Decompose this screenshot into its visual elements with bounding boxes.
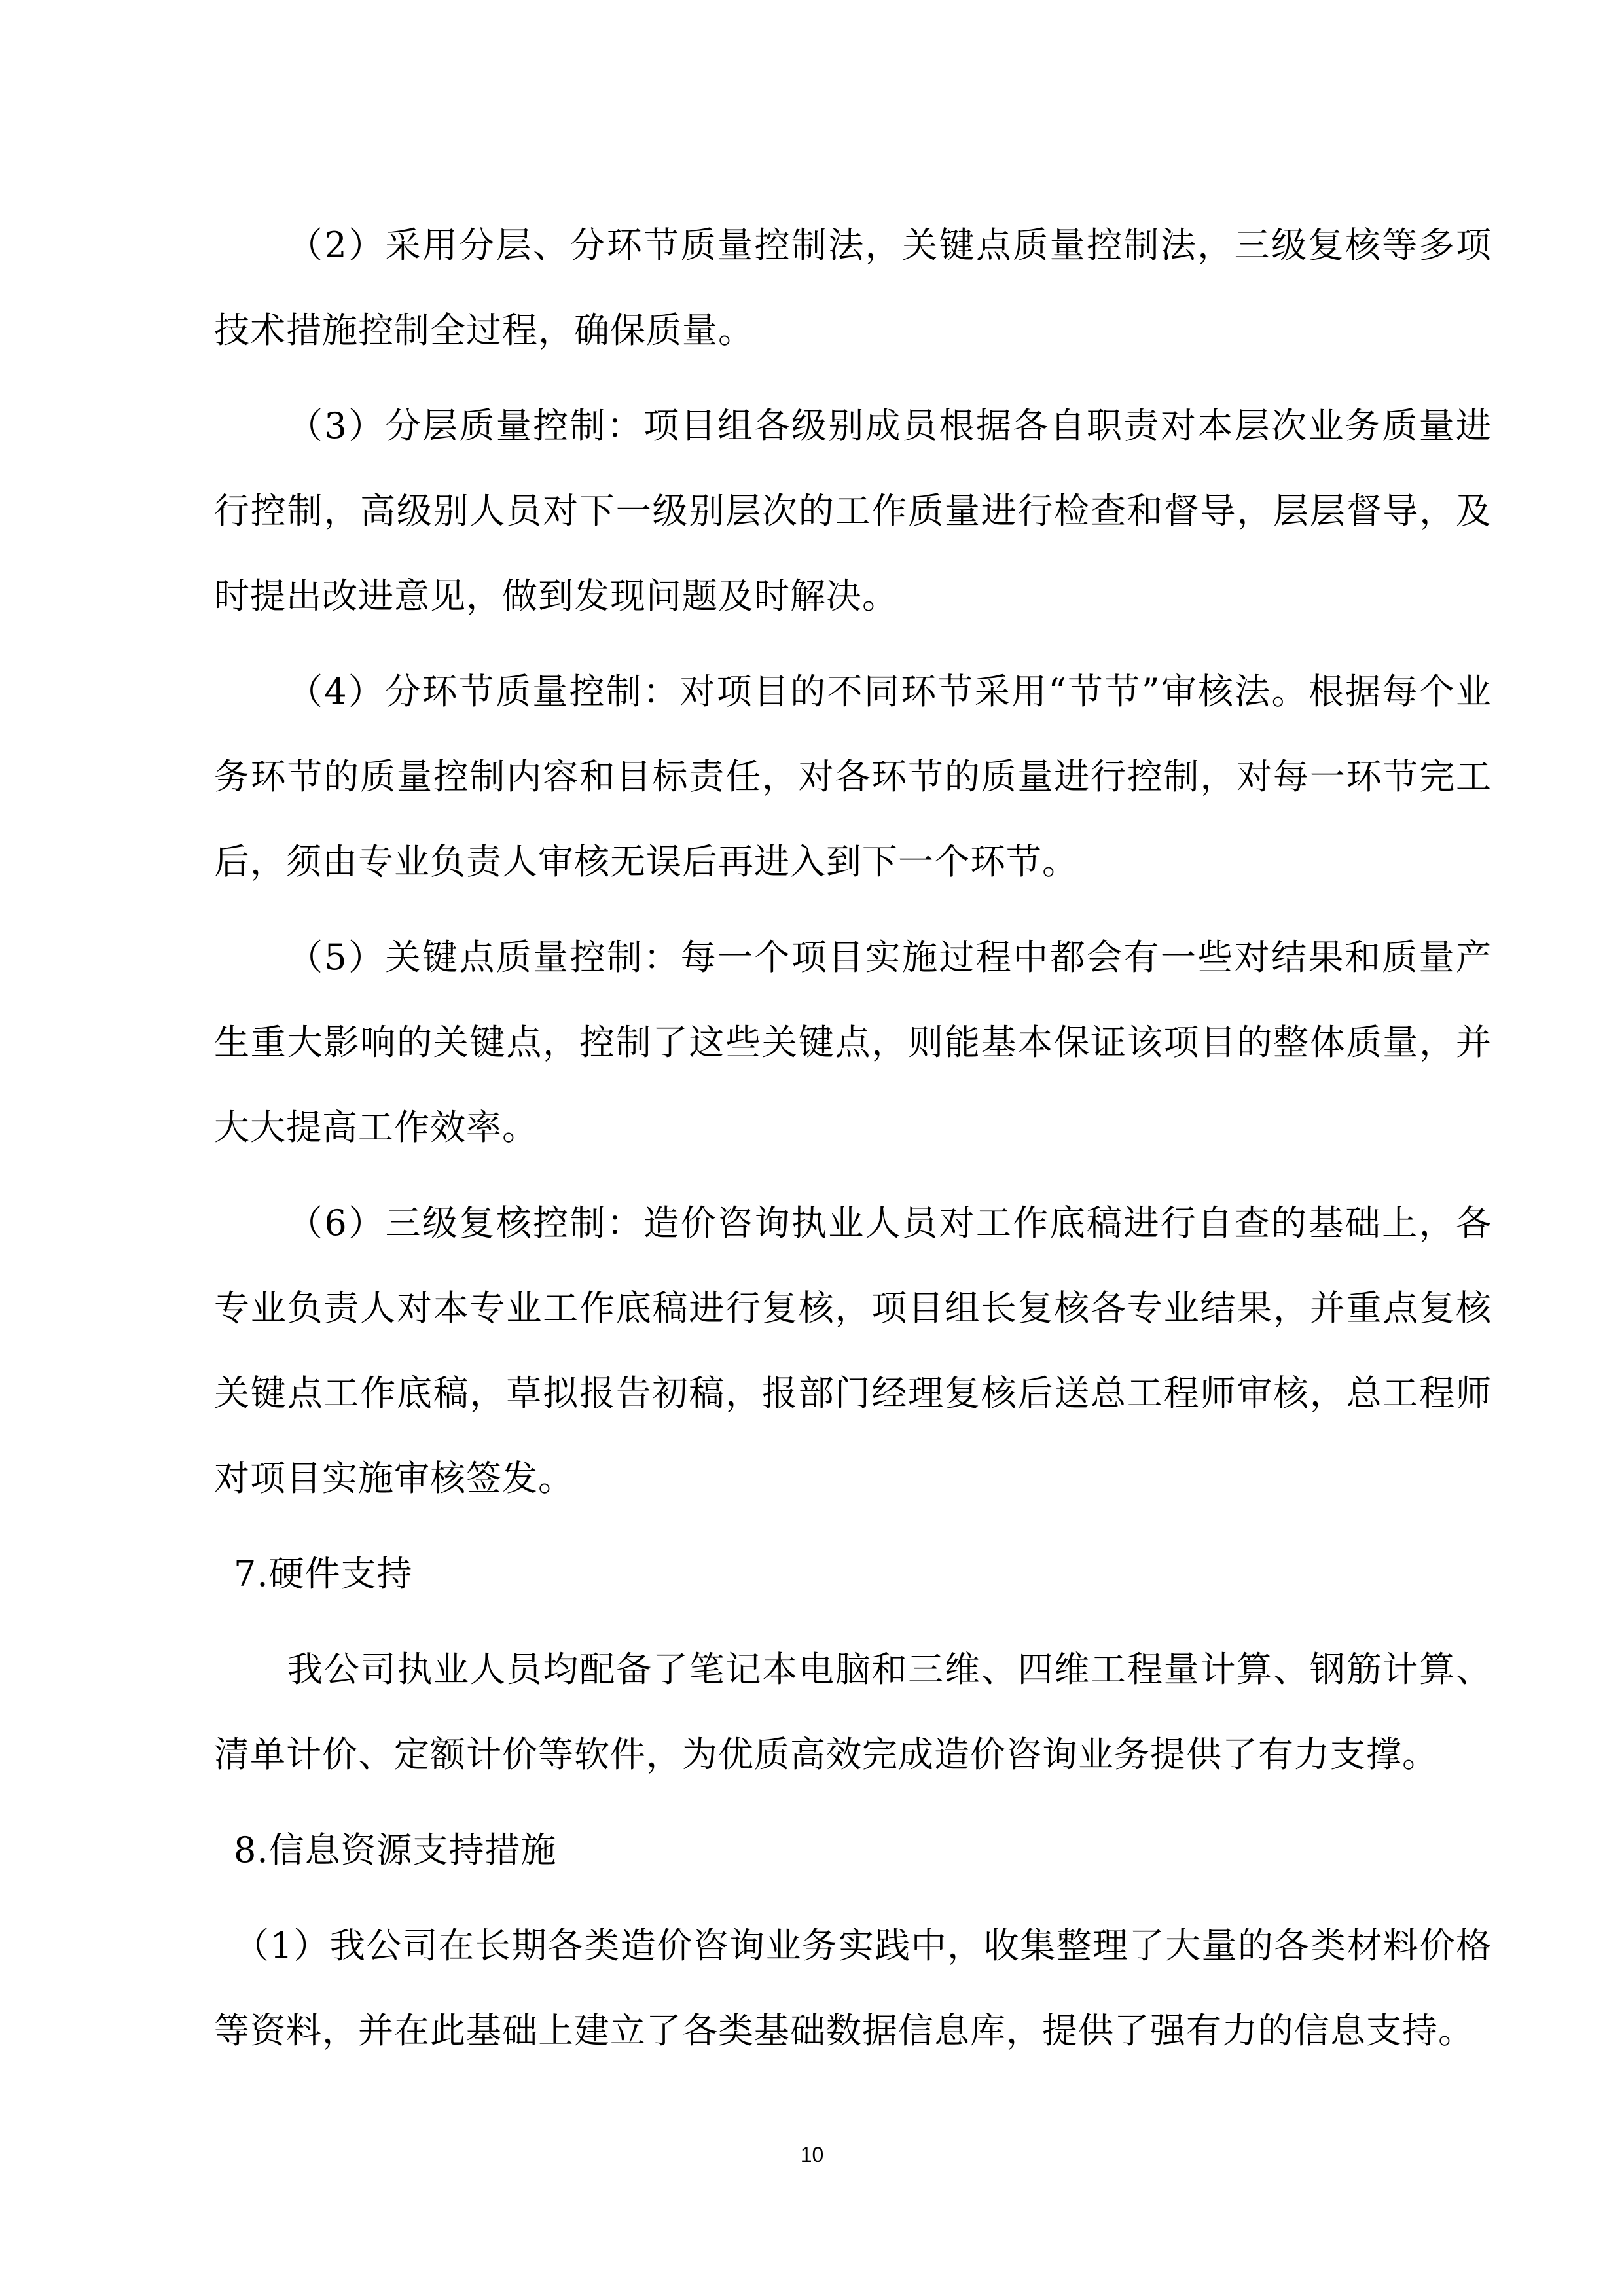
- page-number: 10: [800, 2143, 824, 2166]
- paragraph-segment-quality-control: （4）分环节质量控制：对项目的不同环节采用“节节”审核法。根据每个业务环节的质量控制内容和目标责任，对各环节的质量进行控制，对每一环节完工后，须由专业负责人审核无误后再进入到下一个环节。: [214, 671, 1492, 882]
- paragraph-three-level-review: （6）三级复核控制：造价咨询执业人员对工作底稿进行自查的基础上，各专业负责人对本专业工作底稿进行复核，项目组长复核各专业结果，并重点复核关键点工作底稿，草拟报告初稿，报部门经理复核后送总工程师审核，总工程师对项目实施审核签发。: [214, 1202, 1492, 1499]
- paragraph-key-point-quality-control: （5）关键点质量控制：每一个项目实施过程中都会有一些对结果和质量产生重大影响的关键点，控制了这些关键点，则能基本保证该项目的整体质量，并大大提高工作效率。: [214, 937, 1492, 1148]
- section-heading-hardware-support: 7.硬件支持: [234, 1553, 413, 1594]
- document-body: [214, 203, 1492, 2084]
- section-heading-information-resources: 8.信息资源支持措施: [234, 1829, 557, 1871]
- paragraph-information-database: （1）我公司在长期各类造价咨询业务实践中，收集整理了大量的各类材料价格等资料，并在此基础上建立了各类基础数据信息库，提供了强有力的信息支持。: [214, 1925, 1492, 2051]
- paragraph-layered-quality-control: （3）分层质量控制：项目组各级别成员根据各自职责对本层次业务质量进行控制，高级别人员对下一级别层次的工作质量进行检查和督导，层层督导，及时提出改进意见，做到发现问题及时解决。: [214, 405, 1492, 617]
- paragraph-layered-methods: （2）采用分层、分环节质量控制法，关键点质量控制法，三级复核等多项技术措施控制全过程，确保质量。: [214, 224, 1492, 351]
- paragraph-hardware-support: 我公司执业人员均配备了笔记本电脑和三维、四维工程量计算、钢筋计算、清单计价、定额计价等软件，为优质高效完成造价咨询业务提供了有力支撑。: [214, 1649, 1492, 1775]
